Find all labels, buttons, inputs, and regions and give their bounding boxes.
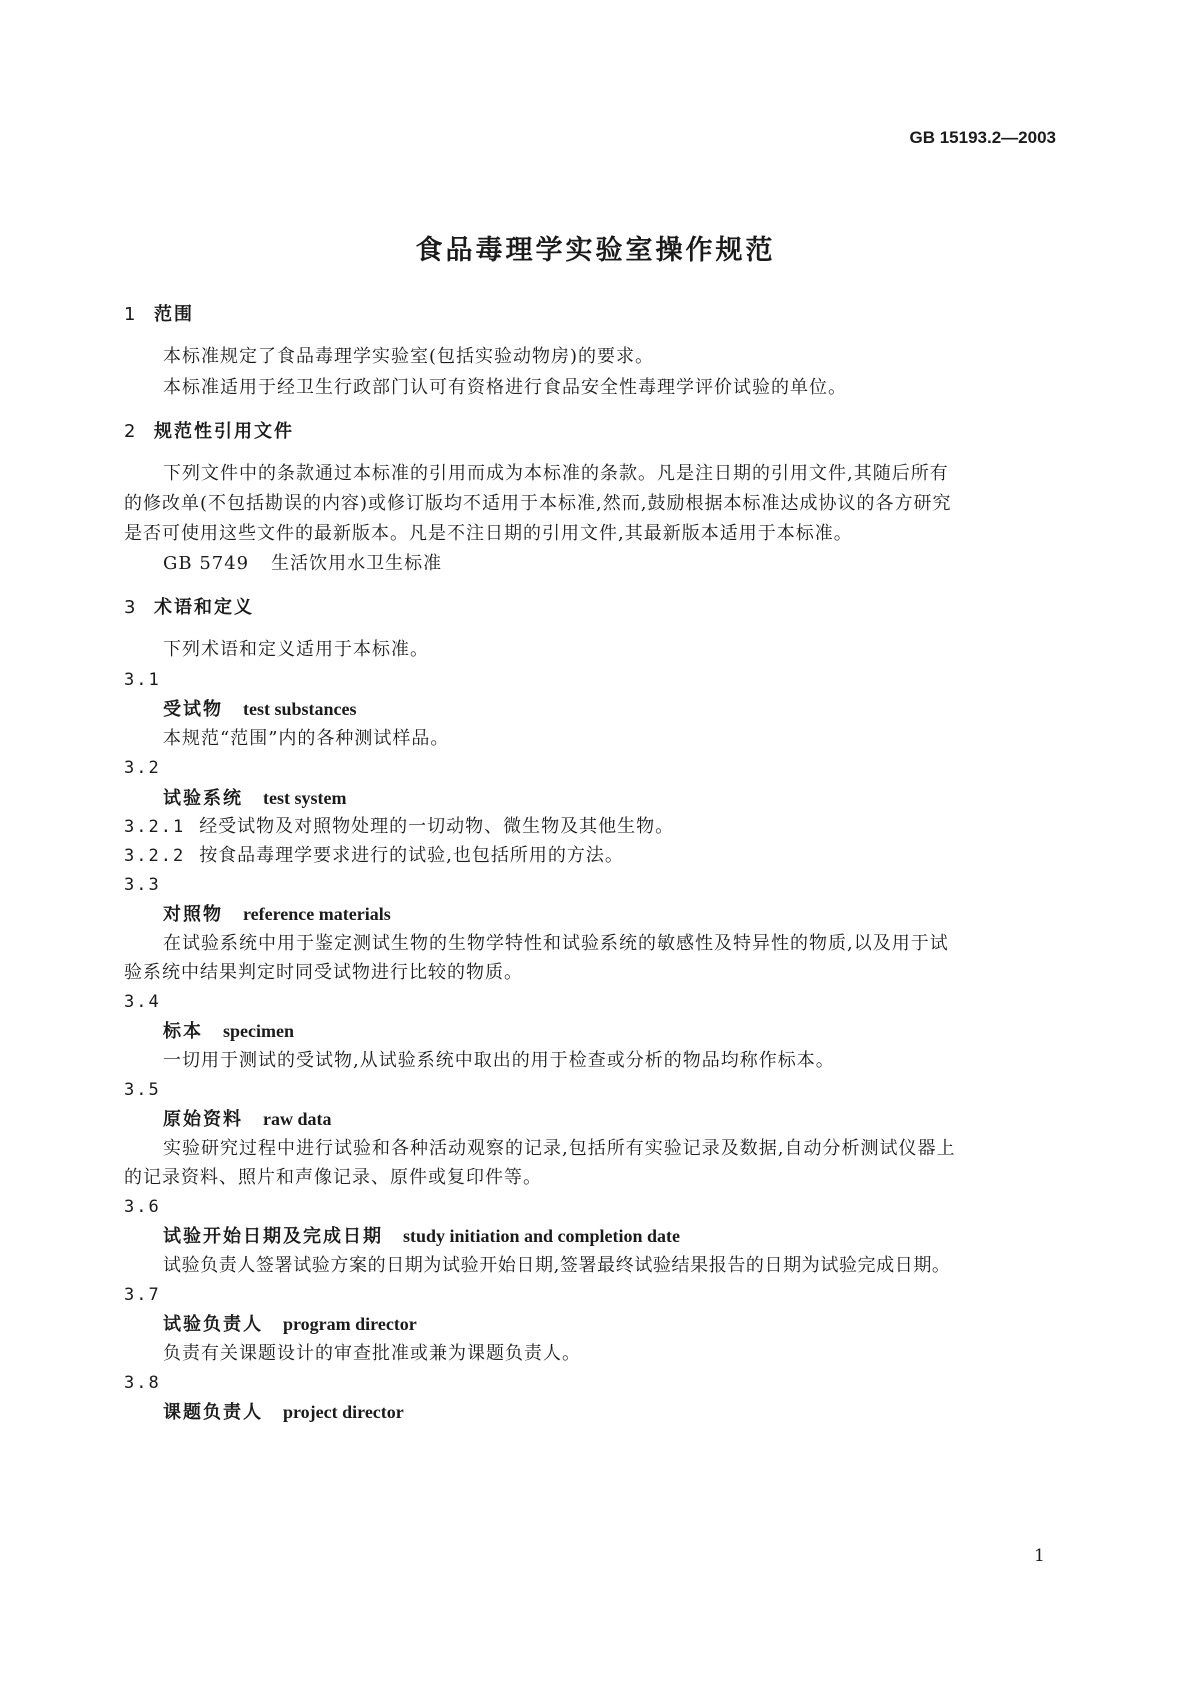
- term-heading: [163, 697, 357, 722]
- term-number: 3.5: [124, 1080, 161, 1100]
- sub-clause-text: 经受试物及对照物处理的一切动物、微生物及其他生物。: [199, 816, 675, 837]
- term-definition: 在试验系统中用于鉴定测试生物的生物学特性和试验系统的敏感性及特异性的物质,以及用于试: [163, 933, 949, 954]
- paragraph: 本标准规定了食品毒理学实验室(包括实验动物房)的要求。: [163, 346, 655, 367]
- term-number: 3.2: [124, 758, 161, 778]
- reference-title: 生活饮用水卫生标准: [271, 553, 443, 574]
- term-number: 3.3: [124, 875, 161, 895]
- sub-clause-number: 3.2.1: [124, 817, 186, 837]
- term-number: 3.8: [124, 1373, 161, 1393]
- sub-clause: [124, 815, 674, 839]
- paragraph: 的修改单(不包括勘误的内容)或修订版均不适用于本标准,然而,鼓励根据本标准达成协议的各方研究: [124, 493, 952, 514]
- section-1-heading: [124, 303, 194, 327]
- term-number: 3.1: [124, 670, 161, 690]
- section-title: 规范性引用文件: [154, 421, 294, 442]
- term-english: test substances: [243, 699, 357, 719]
- paragraph: 下列术语和定义适用于本标准。: [163, 639, 429, 660]
- term-definition: 一切用于测试的受试物,从试验系统中取出的用于检查或分析的物品均称作标本。: [163, 1050, 835, 1071]
- page-title: 食品毒理学实验室操作规范: [415, 235, 776, 266]
- term-english: program director: [283, 1314, 417, 1334]
- sub-clause: [124, 844, 624, 868]
- section-number: 3: [124, 597, 138, 618]
- paragraph: 下列文件中的条款通过本标准的引用而成为本标准的条款。凡是注日期的引用文件,其随后所有: [163, 463, 949, 484]
- page-number: 1: [1034, 1546, 1045, 1566]
- term-chinese: 对照物: [163, 904, 223, 925]
- term-chinese: 试验负责人: [163, 1314, 263, 1335]
- term-chinese: 受试物: [163, 699, 223, 720]
- term-definition: 本规范“范围”内的各种测试样品。: [163, 728, 450, 749]
- term-english: test system: [263, 788, 347, 808]
- section-title: 范围: [154, 304, 194, 325]
- section-number: 1: [124, 304, 138, 325]
- sub-clause-number: 3.2.2: [124, 846, 186, 866]
- term-chinese: 试验系统: [163, 788, 243, 809]
- reference-entry: [163, 552, 442, 576]
- term-heading: [163, 1312, 417, 1337]
- section-number: 2: [124, 421, 138, 442]
- sub-clause-text: 按食品毒理学要求进行的试验,也包括所用的方法。: [199, 845, 624, 866]
- term-definition: 试验负责人签署试验方案的日期为试验开始日期,签署最终试验结果报告的日期为试验完成日期。: [163, 1255, 951, 1276]
- term-heading: [163, 1019, 294, 1044]
- term-english: project director: [283, 1402, 404, 1422]
- term-heading: [163, 786, 346, 811]
- term-number: 3.6: [124, 1197, 161, 1217]
- term-heading: [163, 1224, 680, 1249]
- standard-code: GB 15193.2—2003: [909, 128, 1056, 147]
- term-number: 3.4: [124, 992, 161, 1012]
- term-number: 3.7: [124, 1285, 161, 1305]
- reference-code: GB 5749: [163, 553, 250, 574]
- term-english: specimen: [223, 1021, 294, 1041]
- term-definition: 负责有关课题设计的审查批准或兼为课题负责人。: [163, 1343, 581, 1364]
- term-heading: [163, 1400, 404, 1425]
- section-title: 术语和定义: [154, 597, 254, 618]
- paragraph: 是否可使用这些文件的最新版本。凡是不注日期的引用文件,其最新版本适用于本标准。: [124, 523, 853, 544]
- term-chinese: 标本: [163, 1021, 203, 1042]
- term-english: study initiation and completion date: [403, 1226, 681, 1246]
- term-chinese: 试验开始日期及完成日期: [163, 1226, 383, 1247]
- section-3-heading: [124, 596, 254, 620]
- paragraph: 本标准适用于经卫生行政部门认可有资格进行食品安全性毒理学评价试验的单位。: [163, 377, 847, 398]
- term-definition: 验系统中结果判定时同受试物进行比较的物质。: [124, 962, 523, 983]
- term-english: reference materials: [243, 904, 391, 924]
- term-heading: [163, 902, 391, 927]
- term-definition: 实验研究过程中进行试验和各种活动观察的记录,包括所有实验记录及数据,自动分析测试仪器上: [163, 1138, 956, 1159]
- term-chinese: 课题负责人: [163, 1402, 263, 1423]
- term-heading: [163, 1107, 332, 1132]
- term-chinese: 原始资料: [163, 1109, 243, 1130]
- term-english: raw data: [263, 1109, 332, 1129]
- term-definition: 的记录资料、照片和声像记录、原件或复印件等。: [124, 1167, 542, 1188]
- section-2-heading: [124, 420, 294, 444]
